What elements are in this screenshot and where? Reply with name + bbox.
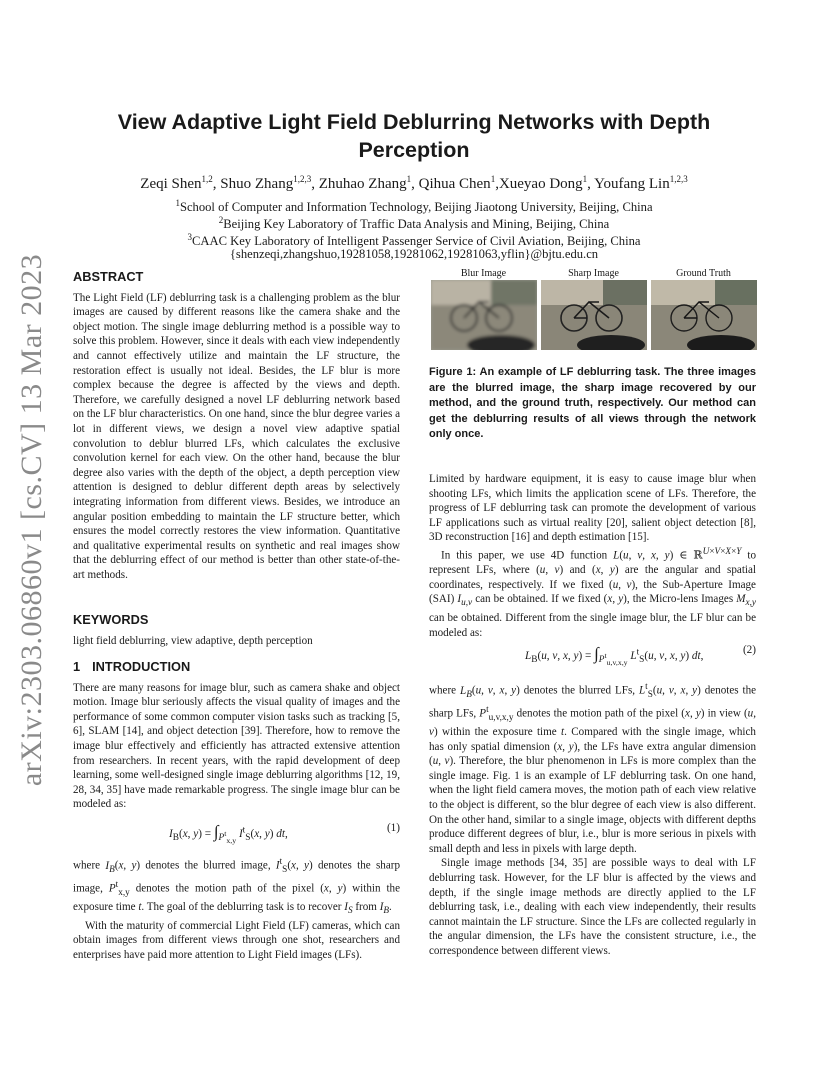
author: Shuo Zhang$^{1,2,3}$, [220,174,319,192]
abstract-heading: ABSTRACT [73,269,144,284]
abstract-section [73,270,400,582]
paper-title: View Adaptive Light Field Deblurring Networks with Depth Perception [117,110,711,162]
equation-1-number: (1) [386,822,400,834]
right-column-top [429,472,756,640]
arxiv-identifier: arXiv:2303.06860v1 [cs.CV] 13 Mar 2023 [15,253,48,787]
intro-paragraph-3: With the maturity of commercial Light Field (LF) cameras, which can obtain images from different views through one shot, researchers and enterprises have paid more attention to Light Field images (LFs). [73,919,400,961]
author-list [80,174,748,193]
affiliation-1: $^1$School of Computer and Information Technology, Beijing Jiaotong University, Beijing, China [175,198,653,215]
figure-label-sharp: Sharp Image [568,268,619,279]
figure-caption: Figure 1: An example of LF deblurring task. The three images are the blurred image, the sharp image recovered by our method, and the ground truth, respectively. Our method can get the deblurring results of all views through the network only once. [429,366,756,440]
intro-paragraph-7: Single image methods [34, 35] are possible ways to deal with LF deblurring task. However, for the LF blur is affected by the views and depth, if the single image methods are directly applied to the LF deblurring task, i.e., dealing with each view independently, their results cannot maintain the LF structure. Since the LFs are collected regularly in the angular dimension, the LFs have the consistent structure, i.e., the correspondence between different views. [429,857,756,957]
figure-image-sharp [541,280,647,350]
introduction-section [73,660,400,812]
author: Xueyao Dong$^1$, [498,174,595,192]
equation-2-number: (2) [742,644,756,656]
keywords-section [73,613,400,648]
intro-paragraph-2: where $I_B(x$, y) denotes the blurred image, $I^t_S(x$, y) denotes the sharp image, $P^t_{x,y}$ denotes the motion path of the pixel (x, y) within the exposure time t. The goal of the deblurring task is to recover $I_S$ from $I_B$. [73,857,400,917]
arxiv-stamp [14,253,50,787]
intro-paragraph-1: There are many reasons for image blur, such as camera shake and object motion. Image blur seriously affects the visual quality of images and the performance of some common computer vision tasks such as tracking [5, 6], SLAM [14], and object detection [39]. Therefore, how to remove the image blur effectively and efficiently has attracted extensive attention from researchers. In recent years, with the rapid development of deep learning, some well-designed single image deblurring algorithms [12, 19, 28, 34, 35] have made remarkable progress. The single image blur can be modeled as: [73,681,400,811]
intro-paragraph-4: Limited by hardware equipment, it is easy to cause image blur when shooting LFs, which limits the application scene of LFs. Therefore, the progress of LF deblurring task can promote the development of various LF applications such as virtual reality [20], salient object detection [8], 3D reconstruction [16] and depth estimation [15]. [429,473,756,544]
section-heading-introduction: 1 INTRODUCTION [73,659,191,674]
intro-paragraph-6: where $L_B(u$, v, x, y) denotes the blurred LFs, $L^t_S(u$, v, x, y) denotes the sharp LFs, $P^t_{u,v,x,y}$ denotes the motion path of the pixel (x, y) in view (u, v) within the exposure time t. Compared with the single image, which has only spatial dimension (x, y), the LFs have extra angular dimension (u, v). Therefore, the blur phenomenon in LFs is more complex than the single image. Fig. 1 is an example of LF deblurring task. On one hand, when the light field camera moves, the motion path of each view relative to the object is different, so the blur degree of each view is also different. On the other hand, similar to a single image, objects with different depths produce different degrees of blur, i.e., blur is more serious in pixels with small depth and less in pixels with large depth. [429,682,757,855]
figure-label-ground-truth: Ground Truth [676,268,731,279]
intro-paragraph-5: In this paper, we use 4D function L(u, v, x, y) ∈ ℝ$^{U\times V\times X\times Y}$ to represent LFs, where (u, v) and (x, y) are the angular and spatial coordinates, respectively. If we fixed (u, v), the Sub-Aperture Image (SAI) $I_{u,v}$ can be obtained. If we fixed (x, y), the Micro-lens Images $M_{x,y}$ can be obtained. Different from the single image blur, the LF blur can be modeled as: [429,546,757,639]
figure-image-ground-truth [651,280,757,350]
figure-image-blur [431,280,537,350]
author: Zeqi Shen$^{1,2}$, [140,174,221,192]
affiliation-2: $^2$Beijing Key Laboratory of Traffic Data Analysis and Mining, Beijing, China [218,215,610,232]
author: Youfang Lin$^{1,2,3}$ [594,174,688,192]
keywords-text: light field deblurring, view adaptive, depth perception [73,634,313,647]
intro-continued [73,855,400,963]
keywords-heading: KEYWORDS [73,612,149,627]
affiliation-3: $^3$CAAC Key Laboratory of Intelligent Passenger Service of Civil Aviation, Beijing, China [187,232,641,249]
author: Qihua Chen$^1$, [418,174,499,192]
figure-label-blur: Blur Image [460,268,507,279]
author-emails: {shenzeqi,zhangshuo,19281058,19281062,19281063,yflin}@bjtu.edu.cn [229,247,599,261]
right-column-bottom [429,680,756,959]
author: Zhuhao Zhang$^1$, [318,174,419,192]
abstract-text: The Light Field (LF) deblurring task is a challenging problem as the blur images are caused by different reasons like the camera shake and the object motion. The single image deblurring method is a possible way to solve this problem. However, since it deals with each view independently and cannot effectively utilize and maintain the LF structure, the restoration effect is usually not ideal. Besides, the LF blur is more complex because the degree is affected by the views and depth. Therefore, we carefully designed a novel LF deblurring network based on the LF blur characteristics. On one hand, since the blur degree varies a lot in different views, we design a novel view adaptive spatial convolution to deblur blurred LFs, which calculates the exclusive convolution kernel for each view. On the other hand, because the blur degree also varies with the depth of the object, a depth perception view attention is designed to deblur different depth areas by selectively integrating information from different views. Besides, we introduce an angular position embedding to maintain the LF structure better, which ensures the model correctly restores the view information. Quantitative and qualitative experimental results on synthetic and real images show that the deblurring effect of our method is better than other state-of-the-art methods. [73,291,400,581]
